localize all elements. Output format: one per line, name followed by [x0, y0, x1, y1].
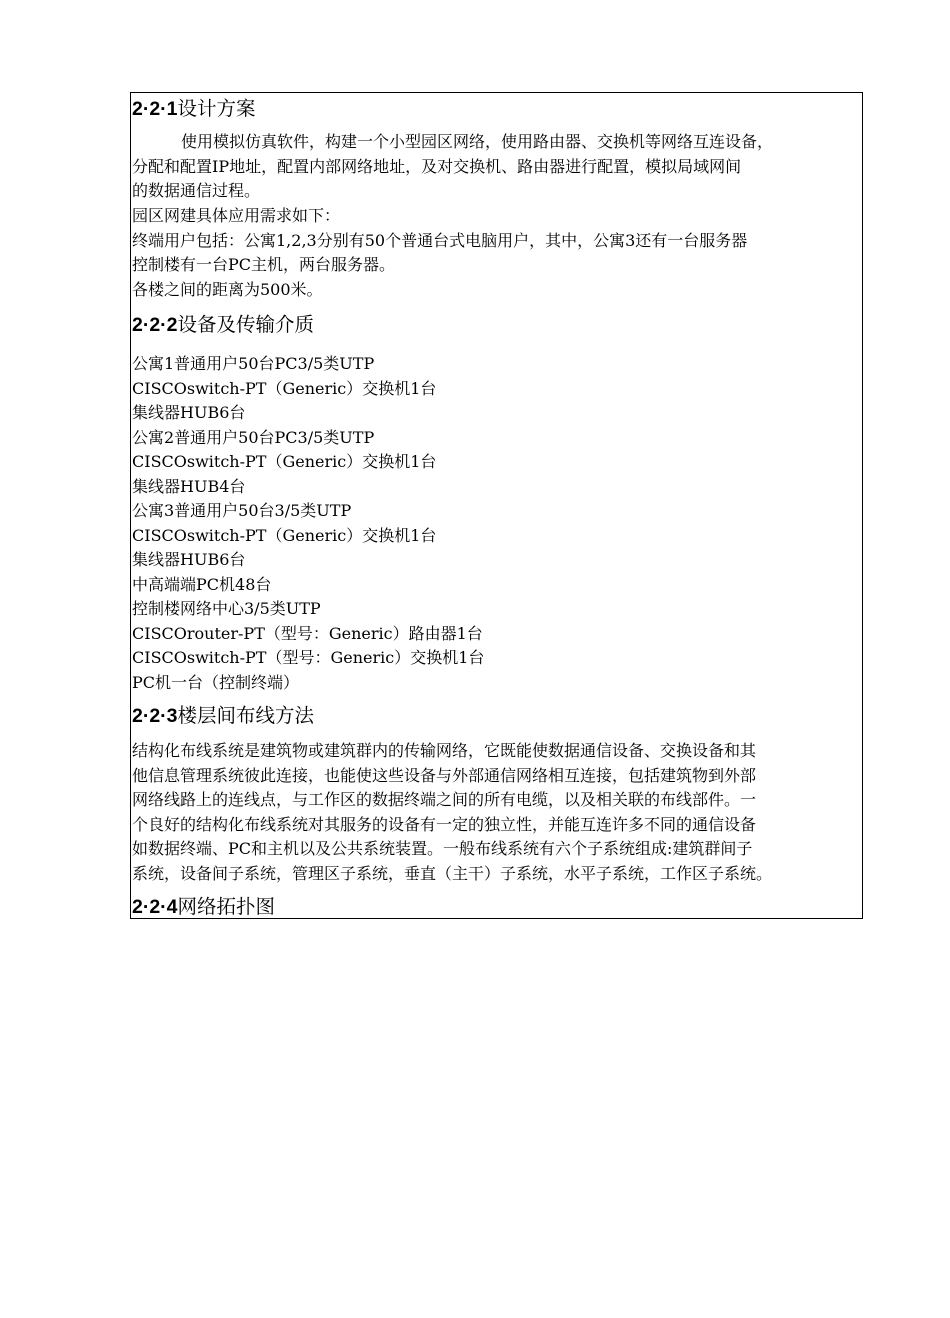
- section-heading-cabling: [132, 703, 314, 729]
- paragraph-line: 终端用户包括：公寓1,2,3分别有50个普通台式电脑用户，其中，公寓3还有一台服务器: [132, 231, 748, 250]
- section-heading-design: [132, 96, 256, 122]
- section-number: 2·2·4: [132, 896, 178, 918]
- paragraph-line: 个良好的结构化布线系统对其服务的设备有一定的独立性，并能互连许多不同的通信设备: [132, 814, 757, 834]
- list-item: CISCOswitch-PT（Generic）交换机1台: [132, 525, 437, 545]
- list-item: 控制楼网络中心3/5类UTP: [132, 599, 321, 618]
- section-title: 网络拓扑图: [177, 895, 276, 918]
- list-item: CISCOswitch-PT（Generic）交换机1台: [132, 452, 437, 471]
- paragraph-line: 分配和配置IP地址，配置内部网络地址，及对交换机、路由器进行配置，模拟局域网间: [132, 156, 742, 176]
- list-item: 集线器HUB4台: [132, 476, 246, 496]
- paragraph-line: 系统，设备间子系统，管理区子系统，垂直（主干）子系统，水平子系统，工作区子系统。: [132, 863, 773, 883]
- paragraph-line: 园区网建具体应用需求如下：: [132, 206, 341, 225]
- list-item: 公寓2普通用户50台PC3/5类UTP: [132, 427, 375, 447]
- list-item: 公寓3普通用户50台3/5类UTP: [132, 501, 352, 520]
- paragraph-line: 他信息管理系统彼此连接，也能使这些设备与外部通信网络相互连接，包括建筑物到外部: [132, 765, 757, 785]
- section-number: 2·2·3: [132, 705, 178, 727]
- section-heading-topology: [132, 894, 275, 920]
- list-item: 公寓1普通用户50台PC3/5类UTP: [132, 354, 375, 373]
- paragraph-line: 各楼之间的距离为500米。: [132, 280, 323, 299]
- list-item: CISCOswitch-PT（型号：Generic）交换机1台: [132, 648, 485, 667]
- list-item: 集线器HUB6台: [132, 550, 246, 569]
- list-item: PC机一台（控制终端）: [132, 672, 300, 692]
- section-number: 2·2·2: [132, 314, 178, 336]
- section-title: 设备及传输介质: [177, 313, 315, 336]
- list-item: 集线器HUB6台: [132, 403, 246, 422]
- paragraph-line: 网络线路上的连线点，与工作区的数据终端之间的所有电缆，以及相关联的布线部件。一: [132, 790, 757, 809]
- paragraph-line: 的数据通信过程。: [132, 181, 261, 200]
- paragraph-line: 使用模拟仿真软件，构建一个小型园区网络，使用路由器、交换机等网络互连设备，: [181, 132, 774, 151]
- list-item: CISCOrouter-PT（型号：Generic）路由器1台: [132, 623, 483, 643]
- list-item: 中高端端PC机48台: [132, 574, 272, 594]
- content-frame: [130, 92, 863, 919]
- section-heading-equipment: [132, 312, 314, 338]
- paragraph-line: 如数据终端、PC和主机以及公共系统装置。一般布线系统有六个子系统组成:建筑群间子: [132, 839, 753, 858]
- section-title: 设计方案: [177, 97, 256, 120]
- paragraph-line: 结构化布线系统是建筑物或建筑群内的传输网络，它既能使数据通信设备、交换设备和其: [132, 741, 757, 760]
- list-item: CISCOswitch-PT（Generic）交换机1台: [132, 378, 437, 398]
- section-number: 2·2·1: [132, 98, 178, 120]
- paragraph-line: 控制楼有一台PC主机，两台服务器。: [132, 255, 396, 274]
- section-title: 楼层间布线方法: [177, 704, 315, 727]
